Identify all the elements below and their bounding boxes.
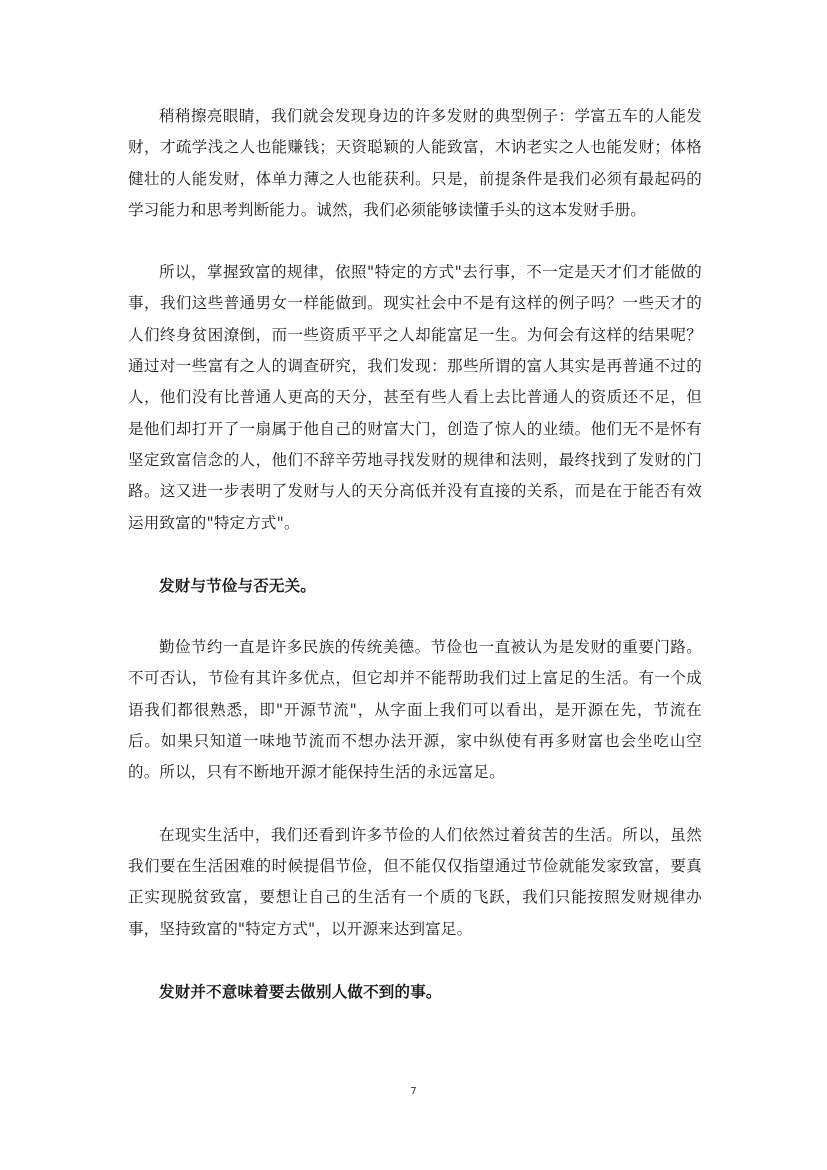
page-content — [128, 101, 702, 1038]
paragraph: 勤俭节约一直是许多民族的传统美德。节俭也一直被认为是发财的重要门路。不可否认，节俭有其许多优点，但它却并不能帮助我们过上富足的生活。有一个成语我们都很熟悉，即"开源节流"，从字面上我们可以看出，是开源在先，节流在后。如果只知道一味地节流而不想办法开源，家中纵使有再多财富也会坐吃山空的。所以，只有不断地开源才能保持生活的永远富足。 — [128, 638, 702, 782]
section-heading: 发财并不意味着要去做别人做不到的事。 — [159, 981, 442, 1001]
page-number: 7 — [410, 1086, 417, 1097]
section-heading: 发财与节俭与否无关。 — [159, 575, 317, 595]
paragraph: 稍稍擦亮眼睛，我们就会发现身边的许多发财的典型例子：学富五车的人能发财，才疏学浅之人也能赚钱；天资聪颖的人能致富，木讷老实之人也能发财；体格健壮的人能发财，体单力薄之人也能获利。只是，前提条件是我们必须有最起码的学习能力和思考判断能力。诚然，我们必须能够读懂手头的这本发财手册。 — [128, 107, 702, 219]
paragraph: 所以，掌握致富的规律，依照"特定的方式"去行事，不一定是天才们才能做的事，我们这些普通男女一样能做到。现实社会中不是有这样的例子吗？一些天才的人们终身贫困潦倒，而一些资质平平之人却能富足一生。为何会有这样的结果呢？通过对一些富有之人的调查研究，我们发现：那些所谓的富人其实是再普通不过的人，他们没有比普通人更高的天分，甚至有些人看上去比普通人的资质还不足，但是他们却打开了一扇属于他自己的财富大门，创造了惊人的业绩。他们无不是怀有坚定致富信念的人，他们不辞辛劳地寻找发财的规律和法则，最终找到了发财的门路。这又进一步表明了发财与人的天分高低并没有直接的关系，而是在于能否有效运用致富的"特定方式"。 — [128, 263, 702, 532]
paragraph: 在现实生活中，我们还看到许多节俭的人们依然过着贫苦的生活。所以，虽然我们要在生活困难的时候提倡节俭，但不能仅仅指望通过节俭就能发家致富，要真正实现脱贫致富，要想让自己的生活有一个质的飞跃，我们只能按照发财规律办事，坚持致富的"特定方式"，以开源来达到富足。 — [128, 825, 702, 938]
